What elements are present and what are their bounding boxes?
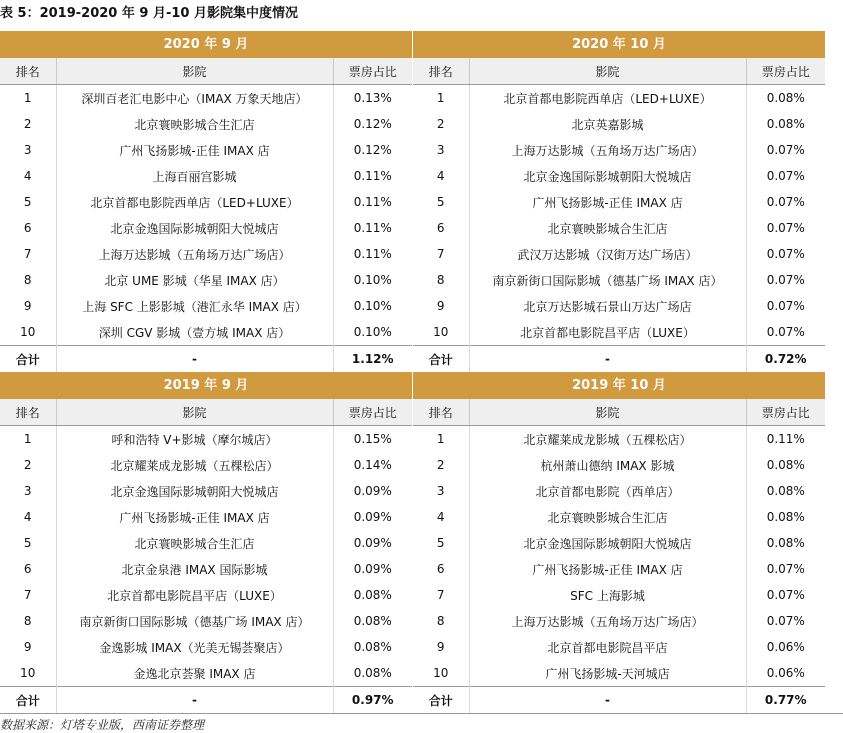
table-row bbox=[0, 319, 412, 346]
table-row bbox=[413, 634, 825, 660]
cinema-cell: 北京首都电影院（西单店） bbox=[469, 478, 746, 504]
total-cinema: - bbox=[56, 687, 333, 714]
rank-cell: 4 bbox=[413, 504, 469, 530]
rank-cell: 9 bbox=[413, 293, 469, 319]
share-cell: 0.06% bbox=[766, 640, 805, 654]
table-row bbox=[0, 267, 412, 293]
cinema-cell: 上海万达影城（五角场万达广场店） bbox=[469, 137, 746, 163]
cinema-cell: 南京新街口国际影城（德基广场 IMAX 店） bbox=[469, 267, 746, 293]
table-row bbox=[413, 215, 825, 241]
table-row bbox=[0, 241, 412, 267]
table-row bbox=[0, 504, 412, 530]
share-cell: 0.07% bbox=[766, 169, 805, 183]
share-cell: 0.12% bbox=[353, 143, 392, 157]
table-row bbox=[413, 293, 825, 319]
table-row bbox=[0, 85, 412, 112]
total-row bbox=[0, 687, 412, 714]
rank-cell: 5 bbox=[0, 189, 56, 215]
share-cell: 0.10% bbox=[353, 273, 392, 287]
share-cell: 0.12% bbox=[353, 117, 392, 131]
table-row bbox=[413, 582, 825, 608]
cinema-cell: 广州飞扬影城-正佳 IMAX 店 bbox=[56, 504, 333, 530]
rank-cell: 9 bbox=[413, 634, 469, 660]
total-share: 1.12% bbox=[333, 346, 412, 373]
table-row bbox=[413, 556, 825, 582]
total-row bbox=[413, 346, 825, 373]
rank-cell: 9 bbox=[0, 293, 56, 319]
table-row bbox=[413, 504, 825, 530]
rank-cell: 9 bbox=[0, 634, 56, 660]
header-cinema: 影院 bbox=[469, 399, 746, 426]
table-row bbox=[413, 137, 825, 163]
rank-cell: 4 bbox=[0, 163, 56, 189]
total-label: 合计 bbox=[413, 346, 469, 373]
cinema-cell: 金逸北京荟聚 IMAX 店 bbox=[56, 660, 333, 687]
rank-cell: 7 bbox=[413, 241, 469, 267]
cinema-cell: 北京首都电影院西单店（LED+LUXE） bbox=[469, 85, 746, 112]
share-cell: 0.08% bbox=[766, 536, 805, 550]
share-cell: 0.14% bbox=[353, 458, 392, 472]
share-cell: 0.06% bbox=[766, 666, 805, 680]
share-cell: 0.11% bbox=[353, 247, 392, 261]
cinema-cell: 北京金逸国际影城朝阳大悦城店 bbox=[56, 478, 333, 504]
cinema-cell: 广州飞扬影城-正佳 IMAX 店 bbox=[469, 189, 746, 215]
rank-cell: 10 bbox=[0, 660, 56, 687]
rank-cell: 8 bbox=[413, 608, 469, 634]
header-rank: 排名 bbox=[0, 399, 56, 426]
total-label: 合计 bbox=[0, 346, 56, 373]
rank-cell: 5 bbox=[413, 530, 469, 556]
cinema-cell: 北京金逸国际影城朝阳大悦城店 bbox=[469, 530, 746, 556]
table-row bbox=[413, 163, 825, 189]
share-cell: 0.07% bbox=[766, 221, 805, 235]
header-rank: 排名 bbox=[413, 399, 469, 426]
cinema-cell: 北京金逸国际影城朝阳大悦城店 bbox=[56, 215, 333, 241]
share-cell: 0.07% bbox=[766, 562, 805, 576]
table-row bbox=[413, 452, 825, 478]
rank-cell: 3 bbox=[0, 137, 56, 163]
header-share: 票房占比 bbox=[746, 58, 825, 85]
cinema-cell: 北京金泉港 IMAX 国际影城 bbox=[56, 556, 333, 582]
rank-cell: 8 bbox=[413, 267, 469, 293]
cinema-cell: 武汉万达影城（汉街万达广场店） bbox=[469, 241, 746, 267]
cinema-cell: 北京 UME 影城（华星 IMAX 店） bbox=[56, 267, 333, 293]
share-cell: 0.08% bbox=[766, 91, 805, 105]
total-cinema: - bbox=[56, 346, 333, 373]
share-cell: 0.13% bbox=[353, 91, 392, 105]
table-title: 表 5：2019-2020 年 9 月-10 月影院集中度情况 bbox=[0, 6, 298, 21]
bottom-rule bbox=[0, 713, 843, 714]
rank-cell: 5 bbox=[0, 530, 56, 556]
ranking-table bbox=[413, 58, 825, 372]
total-share: 0.72% bbox=[746, 346, 825, 373]
cinema-cell: 北京英嘉影城 bbox=[469, 111, 746, 137]
cinema-cell: 广州飞扬影城-正佳 IMAX 店 bbox=[56, 137, 333, 163]
table-row bbox=[413, 85, 825, 112]
share-cell: 0.07% bbox=[766, 247, 805, 261]
table-row bbox=[413, 426, 825, 453]
share-cell: 0.11% bbox=[766, 432, 805, 446]
cinema-cell: 深圳 CGV 影城（壹方城 IMAX 店） bbox=[56, 319, 333, 346]
rank-cell: 7 bbox=[0, 582, 56, 608]
share-cell: 0.07% bbox=[766, 299, 805, 313]
rank-cell: 1 bbox=[0, 426, 56, 453]
share-cell: 0.08% bbox=[766, 510, 805, 524]
rank-cell: 10 bbox=[0, 319, 56, 346]
share-cell: 0.09% bbox=[353, 562, 392, 576]
rank-cell: 1 bbox=[413, 426, 469, 453]
share-cell: 0.10% bbox=[353, 299, 392, 313]
table-row bbox=[0, 530, 412, 556]
ranking-table bbox=[0, 58, 412, 372]
header-share: 票房占比 bbox=[746, 399, 825, 426]
panel-2019-oct bbox=[413, 372, 825, 713]
rank-cell: 1 bbox=[413, 85, 469, 112]
panel-2019-sep bbox=[0, 372, 412, 713]
rank-cell: 7 bbox=[0, 241, 56, 267]
panel-header: 2019 年 9 月 bbox=[0, 372, 412, 399]
ranking-table bbox=[413, 399, 825, 713]
rank-cell: 6 bbox=[413, 215, 469, 241]
share-cell: 0.09% bbox=[353, 510, 392, 524]
share-cell: 0.08% bbox=[353, 640, 392, 654]
header-share: 票房占比 bbox=[333, 58, 412, 85]
rank-cell: 4 bbox=[0, 504, 56, 530]
ranking-table bbox=[0, 399, 412, 713]
column-header-row bbox=[0, 58, 412, 85]
source-note: 数据来源：灯塔专业版，西南证券整理 bbox=[0, 718, 205, 732]
rank-cell: 5 bbox=[413, 189, 469, 215]
share-cell: 0.07% bbox=[766, 588, 805, 602]
table-row bbox=[0, 293, 412, 319]
rank-cell: 3 bbox=[413, 137, 469, 163]
cinema-cell: 北京首都电影院昌平店（LUXE） bbox=[469, 319, 746, 346]
table-row bbox=[0, 452, 412, 478]
share-cell: 0.09% bbox=[353, 536, 392, 550]
share-cell: 0.10% bbox=[353, 325, 392, 339]
total-row bbox=[413, 687, 825, 714]
table-row bbox=[0, 660, 412, 687]
table-row bbox=[0, 189, 412, 215]
header-share: 票房占比 bbox=[333, 399, 412, 426]
column-header-row bbox=[413, 399, 825, 426]
rank-cell: 1 bbox=[0, 85, 56, 112]
table-row bbox=[413, 608, 825, 634]
table-row bbox=[0, 634, 412, 660]
table-row bbox=[413, 530, 825, 556]
table-row bbox=[0, 478, 412, 504]
rank-cell: 8 bbox=[0, 608, 56, 634]
share-cell: 0.07% bbox=[766, 195, 805, 209]
header-cinema: 影院 bbox=[56, 58, 333, 85]
header-rank: 排名 bbox=[0, 58, 56, 85]
cinema-cell: 上海万达影城（五角场万达广场店） bbox=[469, 608, 746, 634]
cinema-cell: 上海万达影城（五角场万达广场店） bbox=[56, 241, 333, 267]
cinema-cell: 深圳百老汇电影中心（IMAX 万象天地店） bbox=[56, 85, 333, 112]
share-cell: 0.08% bbox=[353, 588, 392, 602]
cinema-cell: 北京寰映影城合生汇店 bbox=[469, 504, 746, 530]
cinema-cell: 南京新街口国际影城（德基广场 IMAX 店） bbox=[56, 608, 333, 634]
cinema-cell: SFC 上海影城 bbox=[469, 582, 746, 608]
cinema-cell: 上海 SFC 上影影城（港汇永华 IMAX 店） bbox=[56, 293, 333, 319]
rank-cell: 3 bbox=[413, 478, 469, 504]
table-row bbox=[413, 111, 825, 137]
cinema-cell: 上海百丽宫影城 bbox=[56, 163, 333, 189]
header-cinema: 影院 bbox=[469, 58, 746, 85]
rank-cell: 2 bbox=[0, 452, 56, 478]
total-share: 0.97% bbox=[333, 687, 412, 714]
rank-cell: 8 bbox=[0, 267, 56, 293]
table-row bbox=[0, 556, 412, 582]
table-row bbox=[413, 319, 825, 346]
cinema-cell: 北京耀莱成龙影城（五棵松店） bbox=[56, 452, 333, 478]
table-row bbox=[0, 215, 412, 241]
cinema-cell: 金逸影城 IMAX（光美无锡荟聚店） bbox=[56, 634, 333, 660]
cinema-cell: 北京首都电影院昌平店 bbox=[469, 634, 746, 660]
panel-2020-sep bbox=[0, 31, 412, 372]
panel-header: 2019 年 10 月 bbox=[413, 372, 825, 399]
total-cinema: - bbox=[469, 346, 746, 373]
total-cinema: - bbox=[469, 687, 746, 714]
total-row bbox=[0, 346, 412, 373]
cinema-cell: 北京寰映影城合生汇店 bbox=[56, 111, 333, 137]
cinema-cell: 北京寰映影城合生汇店 bbox=[56, 530, 333, 556]
share-cell: 0.11% bbox=[353, 195, 392, 209]
cinema-cell: 北京万达影城石景山万达广场店 bbox=[469, 293, 746, 319]
share-cell: 0.07% bbox=[766, 325, 805, 339]
share-cell: 0.15% bbox=[353, 432, 392, 446]
share-cell: 0.08% bbox=[766, 117, 805, 131]
share-cell: 0.07% bbox=[766, 273, 805, 287]
share-cell: 0.08% bbox=[353, 666, 392, 680]
cinema-cell: 北京耀莱成龙影城（五棵松店） bbox=[469, 426, 746, 453]
rank-cell: 7 bbox=[413, 582, 469, 608]
cinema-cell: 北京寰映影城合生汇店 bbox=[469, 215, 746, 241]
rank-cell: 4 bbox=[413, 163, 469, 189]
total-share: 0.77% bbox=[746, 687, 825, 714]
table-row bbox=[413, 267, 825, 293]
header-rank: 排名 bbox=[413, 58, 469, 85]
cinema-cell: 杭州萧山德纳 IMAX 影城 bbox=[469, 452, 746, 478]
share-cell: 0.08% bbox=[766, 458, 805, 472]
share-cell: 0.08% bbox=[766, 484, 805, 498]
table-row bbox=[0, 163, 412, 189]
panel-header: 2020 年 9 月 bbox=[0, 31, 412, 58]
cinema-cell: 呼和浩特 V+影城（摩尔城店） bbox=[56, 426, 333, 453]
total-label: 合计 bbox=[0, 687, 56, 714]
panel-header: 2020 年 10 月 bbox=[413, 31, 825, 58]
table-row bbox=[0, 608, 412, 634]
share-cell: 0.11% bbox=[353, 221, 392, 235]
table-row bbox=[0, 111, 412, 137]
rank-cell: 2 bbox=[0, 111, 56, 137]
share-cell: 0.09% bbox=[353, 484, 392, 498]
rank-cell: 6 bbox=[0, 215, 56, 241]
rank-cell: 2 bbox=[413, 452, 469, 478]
column-header-row bbox=[0, 399, 412, 426]
cinema-cell: 北京首都电影院昌平店（LUXE） bbox=[56, 582, 333, 608]
table-row bbox=[0, 582, 412, 608]
rank-cell: 10 bbox=[413, 319, 469, 346]
share-cell: 0.08% bbox=[353, 614, 392, 628]
cinema-cell: 北京金逸国际影城朝阳大悦城店 bbox=[469, 163, 746, 189]
table-row bbox=[413, 241, 825, 267]
column-header-row bbox=[413, 58, 825, 85]
total-label: 合计 bbox=[413, 687, 469, 714]
table-row bbox=[0, 137, 412, 163]
table-row bbox=[413, 660, 825, 687]
cinema-cell: 北京首都电影院西单店（LED+LUXE） bbox=[56, 189, 333, 215]
share-cell: 0.07% bbox=[766, 143, 805, 157]
table-row bbox=[413, 189, 825, 215]
header-cinema: 影院 bbox=[56, 399, 333, 426]
cinema-cell: 广州飞扬影城-天河城店 bbox=[469, 660, 746, 687]
rank-cell: 3 bbox=[0, 478, 56, 504]
share-cell: 0.11% bbox=[353, 169, 392, 183]
rank-cell: 6 bbox=[413, 556, 469, 582]
rank-cell: 6 bbox=[0, 556, 56, 582]
rank-cell: 10 bbox=[413, 660, 469, 687]
panel-2020-oct bbox=[413, 31, 825, 372]
table-row bbox=[413, 478, 825, 504]
share-cell: 0.07% bbox=[766, 614, 805, 628]
rank-cell: 2 bbox=[413, 111, 469, 137]
table-row bbox=[0, 426, 412, 453]
cinema-cell: 广州飞扬影城-正佳 IMAX 店 bbox=[469, 556, 746, 582]
